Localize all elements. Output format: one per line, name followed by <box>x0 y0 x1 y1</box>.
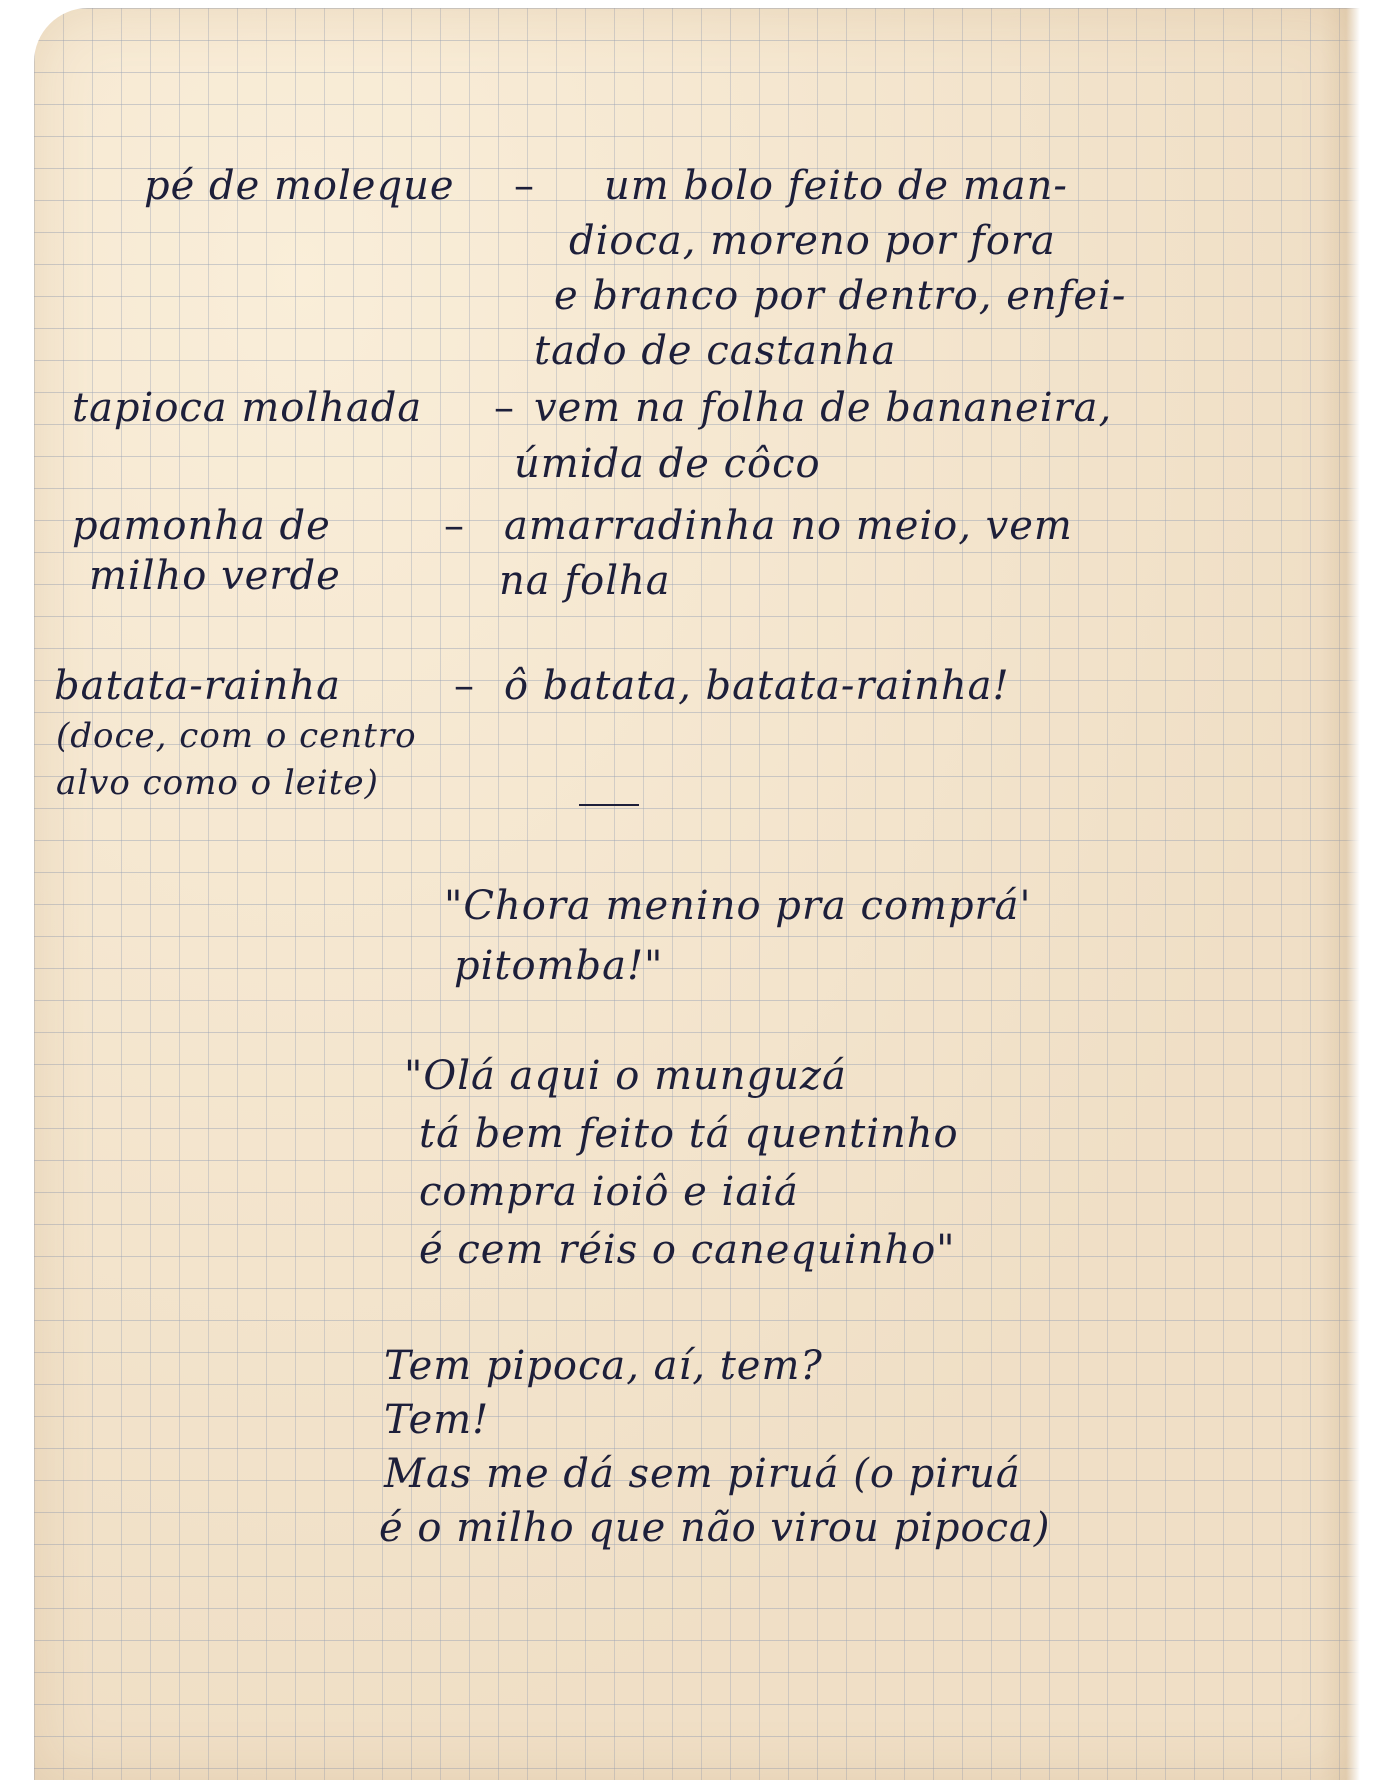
entry-dash: – <box>494 385 514 431</box>
torn-right-edge <box>1346 8 1360 1780</box>
entry-dash: – <box>444 503 464 549</box>
notebook-page <box>34 8 1360 1780</box>
street-cry-line: pitomba!" <box>454 943 664 989</box>
dialogue-line: é o milho que não virou pipoca) <box>379 1505 1051 1551</box>
entry-definition-line: úmida de côco <box>514 441 821 487</box>
entry-definition-line: ô batata, batata-rainha! <box>504 663 1010 709</box>
entry-definition-line: amarradinha no meio, vem <box>504 503 1073 549</box>
dialogue-line: Tem! <box>384 1397 490 1443</box>
entry-definition-line: tado de castanha <box>534 328 897 374</box>
entry-definition-line: e branco por dentro, enfei- <box>554 273 1127 319</box>
street-cry-line: é cem réis o canequinho" <box>419 1227 956 1273</box>
street-cry-line: compra ioiô e iaiá <box>419 1169 799 1215</box>
entry-term-tapioca-molhada: tapioca molhada <box>72 385 423 431</box>
entry-definition-line: na folha <box>499 558 671 604</box>
section-separator <box>579 804 639 806</box>
entry-term-pamonha: pamonha de <box>72 503 331 549</box>
entry-note-line: alvo como o leite) <box>56 763 379 803</box>
entry-definition-line: vem na folha de bananeira, <box>534 385 1113 431</box>
entry-definition-line: um bolo feito de man- <box>604 163 1068 209</box>
dialogue-line: Tem pipoca, aí, tem? <box>384 1343 823 1389</box>
street-cry-line: "Chora menino pra comprá' <box>444 883 1032 929</box>
entry-dash: – <box>454 663 474 709</box>
dialogue-line: Mas me dá sem piruá (o piruá <box>384 1451 1021 1497</box>
entry-note-line: (doce, com o centro <box>56 716 417 756</box>
street-cry-line: "Olá aqui o munguzá <box>404 1053 847 1099</box>
street-cry-line: tá bem feito tá quentinho <box>419 1111 959 1157</box>
entry-term-batata-rainha: batata-rainha <box>54 663 341 709</box>
entry-dash: – <box>514 163 534 209</box>
entry-definition-line: dioca, moreno por fora <box>569 218 1056 264</box>
entry-term-pe-de-moleque: pé de moleque <box>144 163 455 209</box>
entry-term-pamonha-line-2: milho verde <box>89 553 341 599</box>
